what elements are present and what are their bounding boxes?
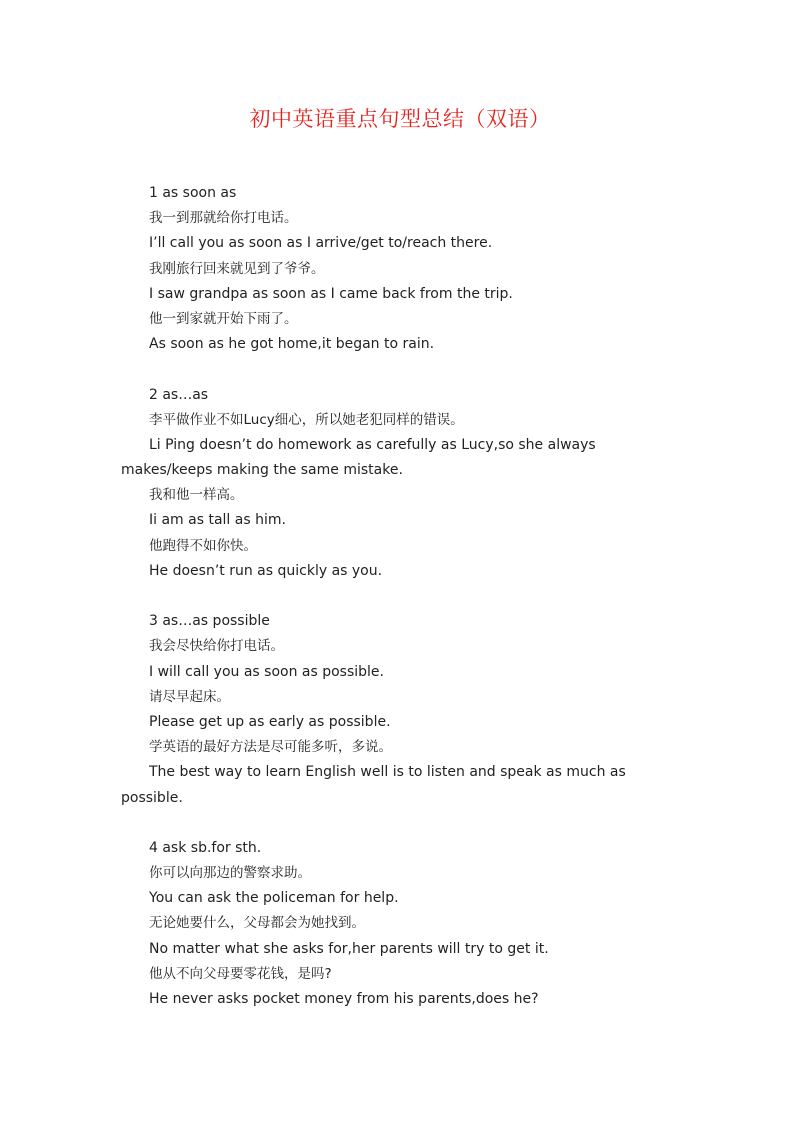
chinese-sentence: 李平做作业不如Lucy细心，所以她老犯同样的错误。 xyxy=(149,411,464,428)
english-sentence: He doesn’t run as quickly as you. xyxy=(149,562,383,579)
section-heading: 1 as soon as xyxy=(149,185,237,201)
english-sentence: The best way to learn English well is to listen and speak as much as xyxy=(149,764,626,781)
chinese-sentence: 他从不向父母要零花钱，是吗? xyxy=(149,965,332,982)
english-sentence-continuation: possible. xyxy=(121,789,183,806)
english-sentence: He never asks pocket money from his parents,does he? xyxy=(149,991,539,1007)
chinese-sentence: 我刚旅行回来就见到了爷爷。 xyxy=(149,260,325,277)
chinese-sentence: 我一到那就给你打电话。 xyxy=(149,210,298,227)
english-sentence: I’ll call you as soon as I arrive/get to/reach there. xyxy=(149,235,493,252)
section-as-soon-as xyxy=(121,181,641,357)
document-body xyxy=(121,181,641,1012)
section-heading: 4 ask sb.for sth. xyxy=(149,839,262,856)
english-sentence: I will call you as soon as possible. xyxy=(149,663,384,680)
english-sentence: I saw grandpa as soon as I came back from the trip. xyxy=(149,285,513,302)
english-sentence: You can ask the policeman for help. xyxy=(149,890,399,907)
english-sentence: No matter what she asks for,her parents will try to get it. xyxy=(149,940,549,957)
chinese-sentence: 你可以向那边的警察求助。 xyxy=(149,865,311,882)
section-spacer xyxy=(121,811,641,836)
chinese-sentence: 学英语的最好方法是尽可能多听，多说。 xyxy=(149,739,392,756)
section-as-as-possible xyxy=(121,609,641,811)
english-sentence: As soon as he got home,it began to rain. xyxy=(149,336,435,353)
section-heading: 3 as…as possible xyxy=(149,613,270,630)
section-ask-sb-for-sth xyxy=(121,836,641,1012)
chinese-sentence: 我和他一样高。 xyxy=(149,487,244,504)
chinese-sentence: 他跑得不如你快。 xyxy=(149,537,257,554)
english-sentence: Ii am as tall as him. xyxy=(149,512,286,529)
chinese-sentence: 无论她要什么，父母都会为她找到。 xyxy=(149,915,365,932)
english-sentence-continuation: makes/keeps making the same mistake. xyxy=(121,462,403,479)
document-title: 初中英语重点句型总结（双语） xyxy=(249,107,551,131)
english-sentence: Li Ping doesn’t do homework as carefully as Lucy,so she always xyxy=(149,436,596,453)
chinese-sentence: 他一到家就开始下雨了。 xyxy=(149,310,298,327)
section-as-as xyxy=(121,383,641,585)
chinese-sentence: 我会尽快给你打电话。 xyxy=(149,638,284,655)
section-spacer xyxy=(121,357,641,382)
section-spacer xyxy=(121,584,641,609)
chinese-sentence: 请尽早起床。 xyxy=(149,688,230,705)
section-heading: 2 as…as xyxy=(149,386,209,403)
english-sentence: Please get up as early as possible. xyxy=(149,713,391,730)
